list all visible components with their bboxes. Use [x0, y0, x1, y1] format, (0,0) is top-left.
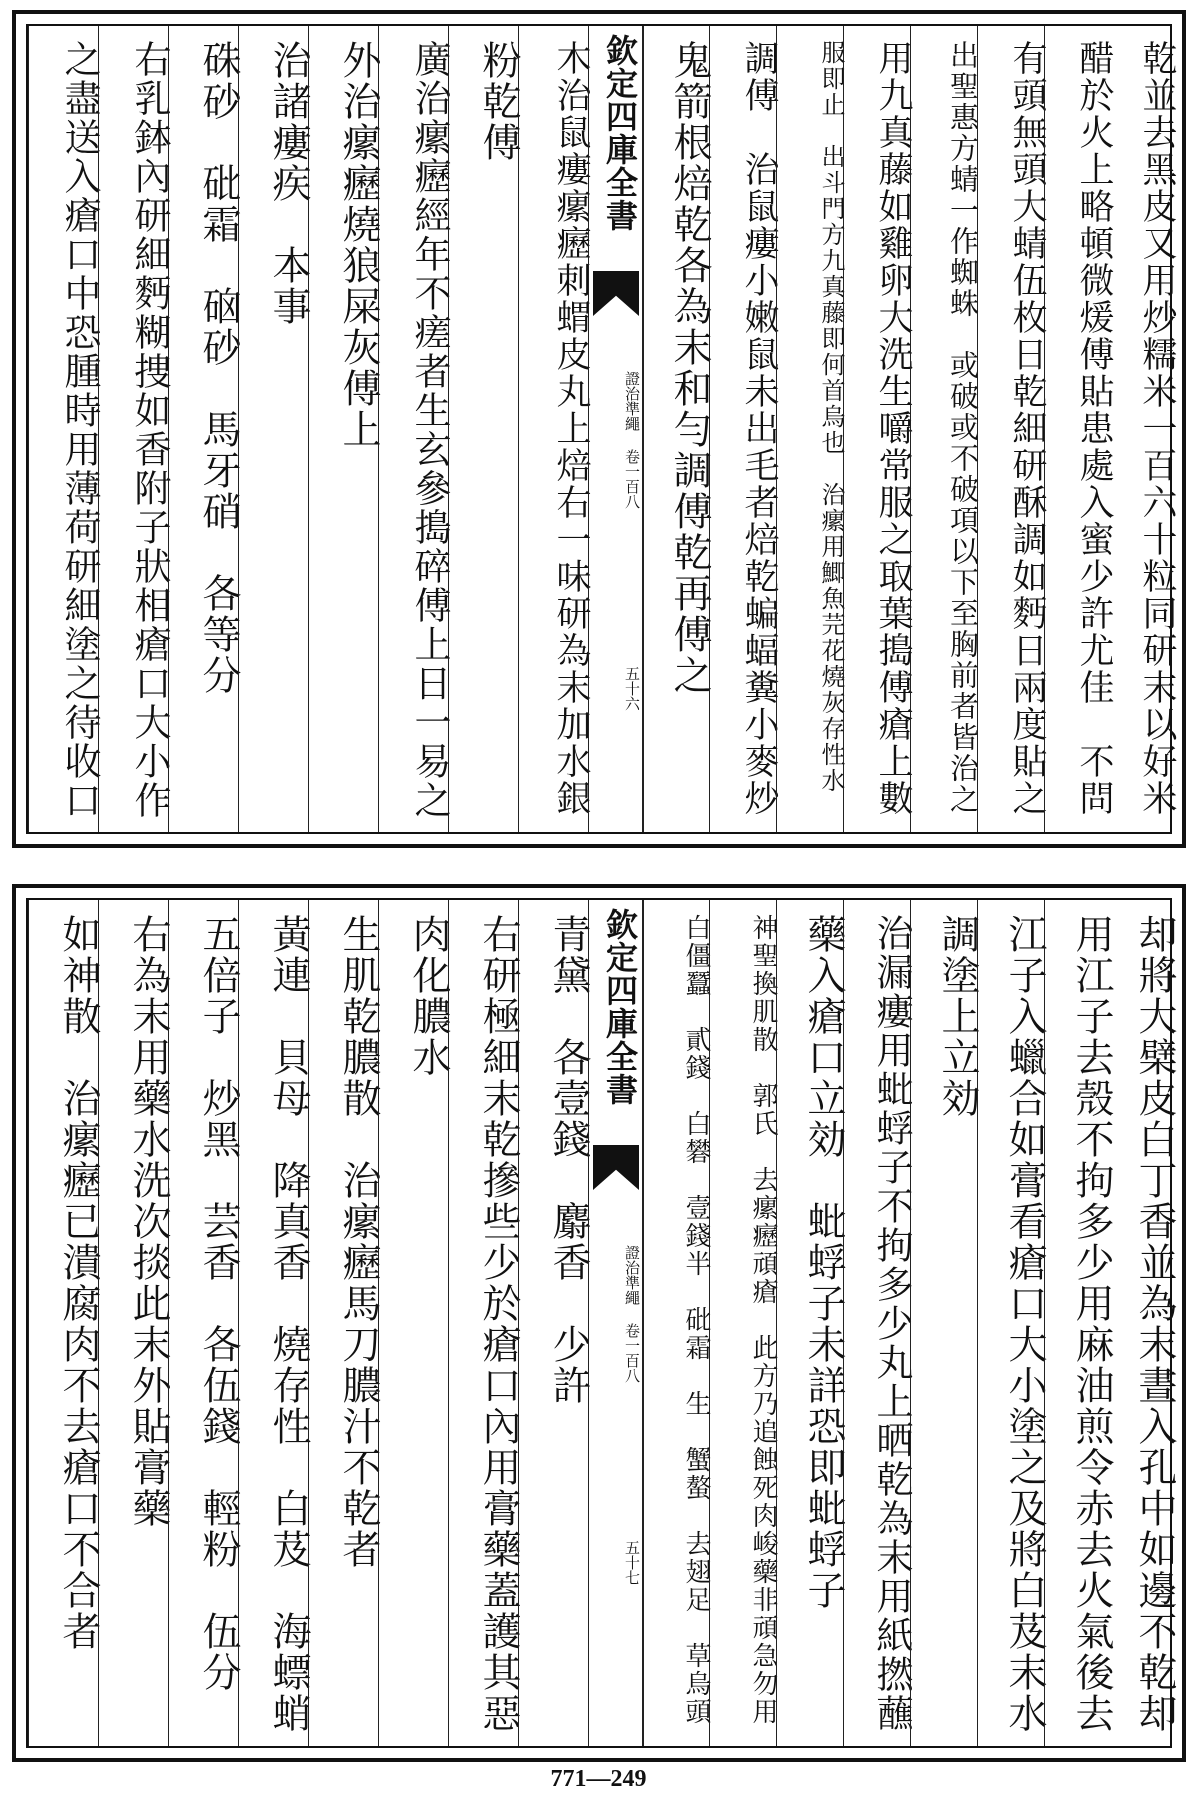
text-column — [709, 900, 776, 1746]
text-column — [1044, 900, 1114, 1746]
column-text: 治漏瘻用蚍蜉子不拘多少丸上晒乾為末用紙撚蘸 — [870, 914, 913, 1733]
column-text: 出聖惠方蜻一作蜘蛛 或破或不破項以下至胸前者皆治之 — [946, 40, 980, 815]
text-column — [843, 900, 913, 1746]
text-column — [642, 26, 712, 832]
column-text: 粉乾傅 — [476, 40, 521, 163]
text-column — [168, 900, 241, 1746]
column-text: 之盡送入瘡口中恐腫時用薄荷研細塗之待收口 — [58, 40, 101, 820]
text-column — [776, 26, 843, 832]
text-column — [642, 900, 709, 1746]
volume-label: 證治準繩 卷一百八 — [623, 371, 641, 509]
column-text: 外治瘰癧燒狼屎灰傅上 — [336, 40, 381, 450]
column-text: 硃砂 砒霜 硇砂 馬牙硝 各等分 — [196, 40, 241, 696]
top-page-panel — [12, 10, 1186, 848]
fishtail-mark — [593, 271, 639, 316]
column-text: 用九真藤如雞卵大洗生嚼常服之取葉搗傅瘡上數 — [873, 40, 913, 817]
text-column — [776, 900, 846, 1746]
text-column — [1044, 26, 1114, 832]
text-column — [168, 26, 241, 832]
column-text: 鬼箭根焙乾各為末和勻調傅乾再傅之 — [667, 40, 712, 696]
column-text: 廣治瘰癧經年不瘥者生玄參搗碎傅上日一易之 — [408, 40, 451, 820]
column-text: 調塗上立効 — [935, 914, 980, 1119]
text-column — [378, 26, 451, 832]
text-column — [977, 26, 1047, 832]
book-title: 欽定四庫全書 — [601, 34, 639, 232]
column-text: 如神散 治瘰癧已潰腐肉不去瘡口不合者 — [56, 914, 101, 1652]
text-column — [518, 900, 591, 1746]
text-column — [28, 26, 101, 832]
folio-number: 五十七 — [623, 1540, 641, 1585]
column-text: 江子入蠟合如膏看瘡口大小塗之及將白芨末水 — [1002, 914, 1047, 1734]
text-column — [378, 900, 451, 1746]
bottom-page-frame — [26, 898, 1177, 1748]
book-title: 欽定四庫全書 — [601, 908, 639, 1106]
column-text: 有頭無頭大蜻伍枚日乾細研酥調如麪日兩度貼之 — [1007, 40, 1047, 817]
fishtail-mark — [593, 1145, 639, 1190]
bottom-page-panel — [12, 884, 1186, 1762]
column-text: 神聖換肌散 郭氏 去瘰癧頑瘡 此方乃追蝕死肉峻藥非頑急勿用 — [748, 914, 778, 1726]
column-text: 木治鼠瘻瘰癧刺蝟皮丸上焙右一味研為末加水銀 — [551, 40, 591, 817]
text-column — [843, 26, 913, 832]
folio-number: 五十六 — [623, 666, 641, 711]
column-text: 黃連 貝母 降真香 燒存性 白芨 海螵蛸 — [266, 914, 311, 1734]
column-text: 治諸瘻疾 本事 — [266, 40, 311, 327]
column-text: 醋於火上略頓微煖傅貼患處入蜜少許尤佳 不問 — [1074, 40, 1114, 817]
column-text: 乾並去黑皮又用炒糯米一百六十粒同研末以好米 — [1137, 40, 1177, 817]
text-column — [977, 900, 1047, 1746]
text-column — [1111, 900, 1177, 1746]
page-number: 771—249 — [550, 1766, 647, 1792]
text-column — [1111, 26, 1177, 832]
column-text: 右研極細末乾摻些少於瘡口內用膏藥蓋護其惡 — [476, 914, 521, 1734]
column-text: 肉化膿水 — [406, 914, 451, 1078]
text-column — [910, 900, 980, 1746]
text-column — [448, 26, 521, 832]
column-text: 服即止 出斗門方九真藤即何首烏也 治瘰用鯽魚芫花燒灰存性水 — [817, 40, 845, 794]
text-column — [98, 26, 171, 832]
text-column — [238, 26, 311, 832]
text-column — [28, 900, 101, 1746]
top-page-frame — [26, 24, 1177, 834]
column-text: 用江子去殼不拘多少用麻油煎令赤去火氣後去 — [1069, 914, 1114, 1734]
column-text: 調傅 治鼠瘻小嫩鼠未出毛者焙乾蝙蝠糞小麥炒 — [739, 40, 779, 817]
volume-label: 證治準繩 卷一百八 — [623, 1245, 641, 1383]
text-column — [98, 900, 171, 1746]
page-fold-center — [588, 900, 644, 1746]
text-column — [238, 900, 311, 1746]
text-column — [308, 26, 381, 832]
column-text: 右乳鉢內研細麪糊捜如香附子狀相瘡口大小作 — [128, 40, 171, 820]
column-text: 青黛 各壹錢 麝香 少許 — [546, 914, 591, 1406]
column-text: 却將大檗皮白丁香並為末晝入孔中如邊不乾却 — [1132, 914, 1177, 1734]
column-text: 五倍子 炒黑 芸香 各伍錢 輕粉 伍分 — [196, 914, 241, 1693]
text-column — [448, 900, 521, 1746]
column-text: 生肌乾膿散 治瘰癧馬刀膿汁不乾者 — [336, 914, 381, 1570]
text-column — [709, 26, 779, 832]
column-text: 白僵蠶 貳錢 白礬 壹錢半 砒霜 生 蟹螯 去翅足 草烏頭 — [681, 914, 711, 1726]
page-fold-center — [588, 26, 644, 832]
text-column — [518, 26, 591, 832]
column-text: 藥入瘡口立効 蚍蜉子未詳恐即蚍蜉子 — [801, 914, 846, 1611]
column-text: 右為末用藥水洗次掞此末外貼膏藥 — [126, 914, 171, 1529]
text-column — [308, 900, 381, 1746]
text-column — [910, 26, 980, 832]
